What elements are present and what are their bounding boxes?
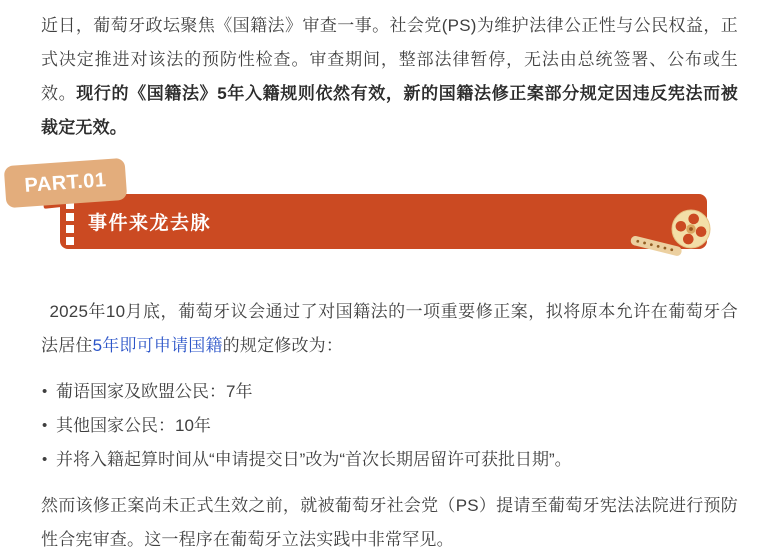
residency-rule-link[interactable]: 5年即可申请国籍	[92, 336, 223, 355]
section-banner	[60, 194, 707, 249]
intro-normal-text: 近日，葡萄牙政坛聚焦《国籍法》审查一事。社会党(PS)为维护法律公正性与公民权益，正式决定推进对该法的预防性检查。审查期间，整部法律暂停，无法由总统签署、公布或生效。	[41, 16, 738, 103]
section-header	[0, 162, 778, 258]
closing-paragraph: 然而该修正案尚未正式生效之前，就被葡萄牙社会党（PS）提请至葡萄牙宪法法院进行预防性合宪审查。这一程序在葡萄牙立法实践中非常罕见。	[41, 496, 738, 549]
part-label: PART.01	[23, 168, 108, 197]
list-item: • 其他国家公民：10年	[41, 409, 738, 443]
amendment-paragraph	[41, 295, 738, 363]
part-badge	[4, 158, 128, 208]
section-title: 事件来龙去脉	[88, 213, 212, 234]
film-sprocket-holes	[66, 201, 74, 245]
intro-bold-text: 现行的《国籍法》5年入籍规则依然有效，新的国籍法修正案部分规定因违反宪法而被裁定无效。	[41, 84, 738, 137]
list-item: • 葡语国家及欧盟公民：7年	[41, 375, 738, 409]
amendment-text-after: 的规定修改为：	[222, 336, 344, 355]
list-item: • 并将入籍起算时间从“申请提交日”改为“首次长期居留许可获批日期”。	[41, 443, 738, 477]
amendment-text-before: 2025年10月底，葡萄牙议会通过了对国籍法的一项重要修正案，拟将原本允许在葡萄牙合法居住	[41, 302, 738, 355]
intro-paragraph	[41, 0, 738, 145]
film-reel-icon	[628, 203, 724, 257]
rule-change-list	[41, 375, 738, 477]
